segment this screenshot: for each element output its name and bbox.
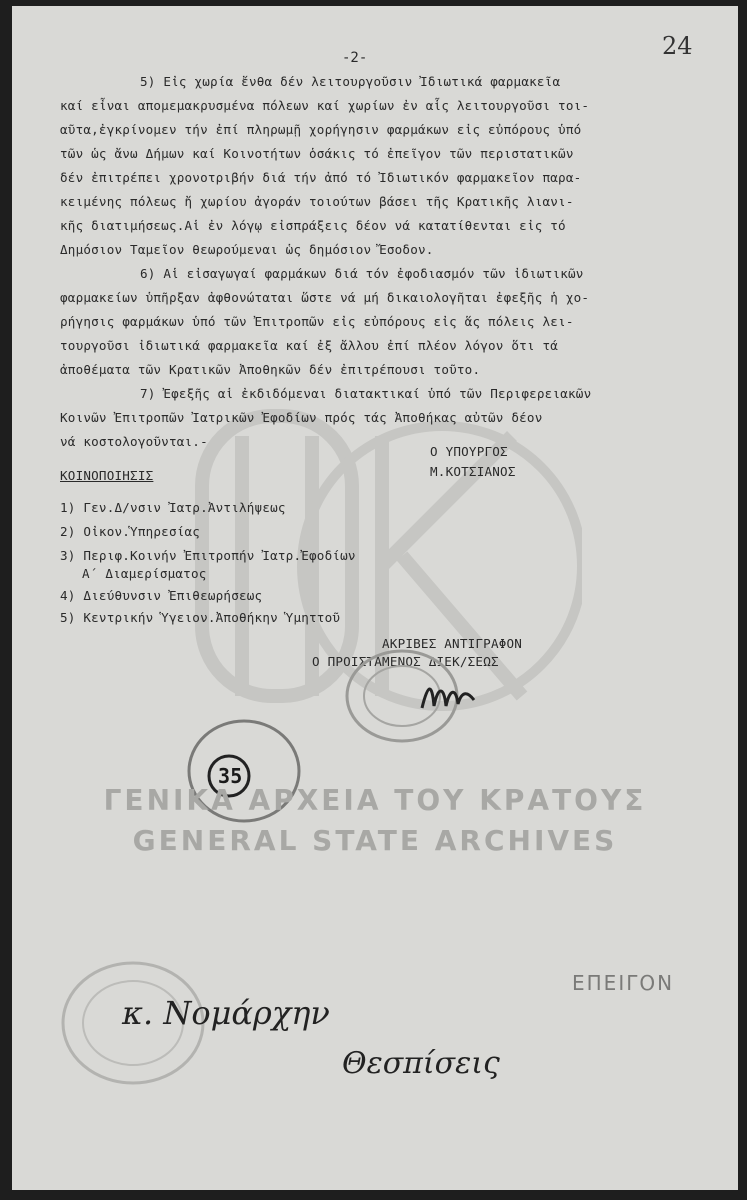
page-number: -2-: [342, 50, 368, 66]
urgent-stamp: ΕΠΕΙΓΟΝ: [572, 971, 675, 995]
body-line: καί εἶναι απομεμακρυσμένα πόλεων καί χωρίων ἐν αἷς λειτουργοῦσι τοι-: [60, 98, 590, 113]
body-line: κειμένης πόλεως ἤ χωρίου ἀγοράν τοιούτων βάσει τῆς Κρατικῆς λιανι-: [60, 194, 574, 209]
body-line: Κοινῶν Ἐπιτροπῶν Ἰατρικῶν Ἐφοδίων πρός τάς Ἀποθήκας αὐτῶν δέον: [60, 410, 543, 425]
watermark-english: GENERAL STATE ARCHIVES: [132, 824, 618, 857]
handwritten-signature: Θεσπίσεις: [342, 1046, 500, 1081]
certification-line: ΑΚΡΙΒΕΣ ΑΝΤΙΓΡΑΦΟΝ: [382, 636, 523, 651]
body-line: κῆς διατιμήσεως.Αἱ ἐν λόγῳ εἰσπράξεις δέον νά κατατίθενται εἰς τό: [60, 218, 566, 233]
body-line: φαρμακείων ὑπῆρξαν ἀφθονώταται ὥστε νά μή δικαιολογῆται ἐφεξῆς ἡ χο-: [60, 290, 590, 305]
body-line: δέν ἐπιτρέπει χρονοτριβήν διά τήν ἀπό τό Ἰδιωτικόν φαρμακεῖον παρα-: [60, 170, 582, 185]
body-line: τουργοῦσι ἰδιωτικά φαρμακεῖα καί ἐξ ἄλλου ἐπί πλέον λόγον ὅτι τά: [60, 338, 559, 353]
distribution-item: 3) Περιφ.Κοινήν Ἐπιτροπήν Ἰατρ.Ἐφοδίων: [60, 548, 356, 563]
body-line: νά κοστολογοῦνται.-: [60, 434, 208, 449]
distribution-item: 4) Διεύθυνσιν Ἐπιθεωρήσεως: [60, 588, 263, 603]
handwritten-page-number: 24: [662, 32, 693, 60]
body-line: ἀποθέματα τῶν Κρατικῶν Ἀποθηκῶν δέν ἐπιτρέπουσι τοῦτο.: [60, 362, 481, 377]
stamp-number: 35: [218, 764, 243, 788]
distribution-item: Α΄ Διαμερίσματος: [82, 566, 207, 581]
signatory-name: Μ.ΚΟΤΣΙΑΝΟΣ: [430, 464, 516, 479]
body-line: 5) Εἰς χωρία ἔνθα δέν λειτουργοῦσιν Ἰδιωτικά φαρμακεῖα: [140, 74, 561, 89]
distribution-item: 2) Οἰκον.Ὑπηρεσίας: [60, 524, 201, 539]
body-line: τῶν ὡς ἄνω Δήμων καί Κοινοτήτων ὁσάκις τό ἐπεῖγον τῶν περιστατικῶν: [60, 146, 574, 161]
distribution-item: 1) Γεν.Δ/νσιν Ἰατρ.Ἀντιλήψεως: [60, 500, 286, 515]
signature-scribble-icon: [418, 678, 478, 718]
watermark-greek: ΓΕΝΙΚΑ ΑΡΧΕΙΑ ΤΟΥ ΚΡΑΤΟΥΣ: [103, 784, 647, 817]
body-line: Δημόσιον Ταμεῖον θεωρούμεναι ὡς δημόσιον Ἔσοδον.: [60, 242, 434, 257]
document-page: [12, 6, 738, 1190]
body-line: 6) Αἱ εἰσαγωγαί φαρμάκων διά τόν ἐφοδιασμόν τῶν ἰδιωτικῶν: [140, 266, 584, 281]
body-line: 7) Ἐφεξῆς αἱ ἐκδιδόμεναι διατακτικαί ὑπό τῶν Περιφερειακῶν: [140, 386, 592, 401]
distribution-item: 5) Κεντρικήν Ὑγειον.Ἀποθήκην Ὑμηττοῦ: [60, 610, 341, 625]
handwritten-addressee: κ. Νομάρχην: [122, 994, 330, 1032]
body-line: ρήγησις φαρμάκων ὑπό τῶν Ἐπιτροπῶν εἰς εὐπόρους εἰς ἅς πόλεις λει-: [60, 314, 574, 329]
body-line: αῦτα,ἐγκρίνομεν τήν ἐπί πληρωμῇ χορήγησιν φαρμάκων εἰς εὐπόρους ὑπό: [60, 122, 582, 137]
certification-line: Ο ΠΡΟΙΣΤΑΜΕΝΟΣ ΔΙΕΚ/ΣΕΩΣ: [312, 654, 499, 669]
distribution-heading: ΚΟΙΝΟΠΟΙΗΣΙΣ: [60, 468, 154, 483]
signatory-title: Ο ΥΠΟΥΡΓΟΣ: [430, 444, 508, 459]
